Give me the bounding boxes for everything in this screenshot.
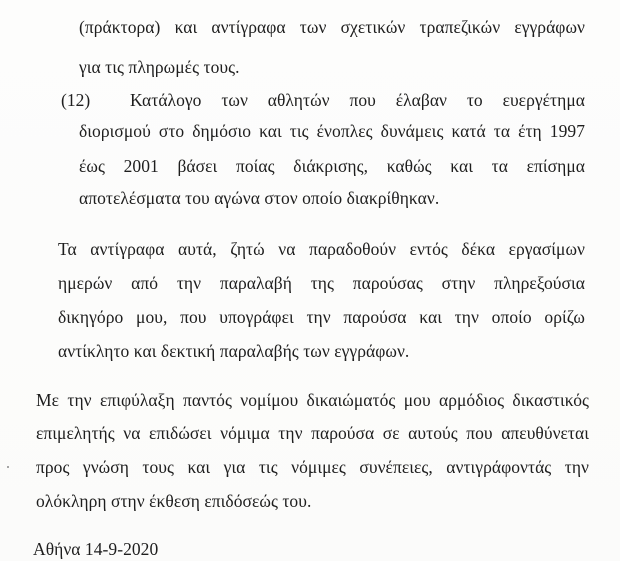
item-12-line-4: αποτελέσματα του αγώνα στον οποίο διακρίθηκαν. bbox=[79, 188, 440, 208]
item-12-line-1: Κατάλογο των αθλητών που έλαβαν το ευεργέτημα bbox=[130, 90, 585, 110]
date-line: Αθήνα 14-9-2020 bbox=[33, 539, 159, 559]
continuation-line-2: για τις πληρωμές τους. bbox=[79, 57, 240, 77]
reservation-line-1: Με την επιφύλαξη παντός νομίμου δικαιώματός μου αρμόδιος δικαστικός bbox=[36, 390, 589, 410]
request-line-2: ημερών από την παραλαβή της παρούσας στην πληρεξούσια bbox=[58, 273, 585, 293]
reservation-line-3: προς γνώση τους και για τις νόμιμες συνέπειες, αντιγράφοντάς την bbox=[36, 457, 589, 477]
scan-speck bbox=[7, 466, 9, 468]
reservation-line-4: ολόκληρη στην έκθεση επιδόσεώς του. bbox=[36, 491, 312, 511]
request-line-4: αντίκλητο και δεκτική παραλαβής των εγγράφων. bbox=[58, 341, 410, 361]
continuation-line-1: (πράκτορα) και αντίγραφα των σχετικών τραπεζικών εγγράφων bbox=[79, 17, 585, 37]
request-line-1: Τα αντίγραφα αυτά, ζητώ να παραδοθούν εντός δέκα εργασίμων bbox=[58, 239, 585, 259]
item-number-12: (12) bbox=[61, 90, 91, 110]
reservation-line-2: επιμελητής να επιδώσει νόμιμα την παρούσα σε αυτούς που απευθύνεται bbox=[36, 423, 589, 443]
request-line-3: δικηγόρο μου, που υπογράφει την παρούσα και την οποίο ορίζω bbox=[58, 307, 585, 327]
item-12-line-2: διορισμού στο δημόσιο και τις ένοπλες δυνάμεις κατά τα έτη 1997 bbox=[79, 121, 585, 141]
item-12-line-3: έως 2001 βάσει ποίας διάκρισης, καθώς και τα επίσημα bbox=[79, 156, 585, 176]
